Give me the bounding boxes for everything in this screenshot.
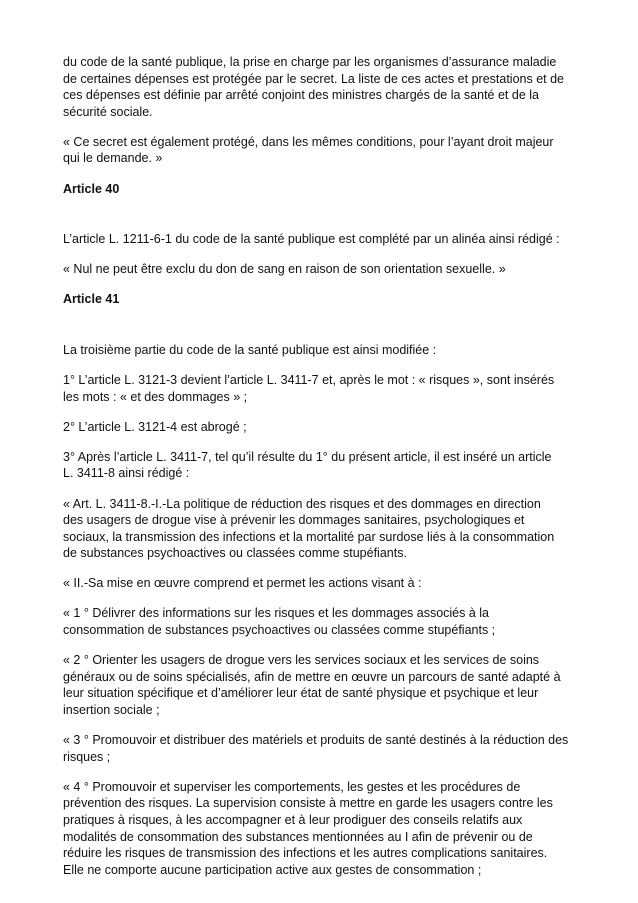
paragraph-article-41-intro: La troisième partie du code de la santé publique est ainsi modifiée : [63,342,437,357]
sub-item-4: « 4 ° Promouvoir et superviser les comportements, les gestes et les procédures de prévention des risques. La supervision consiste à mettre en garde les usagers contre les pratiques à risques, à les accompagner et à leur prodiguer des conseils relatifs aux modalités de consommation des substances mentionnées au I afin de prévenir ou de réduire les risques de transmission des infections et les autres complications sanitaires. Elle ne comporte aucune participation active aux gestes de consommation ; [63,779,553,877]
heading-article-41: Article 41 [63,292,120,307]
paragraph-secret-medical-expenses: du code de la santé publique, la prise en charge par les organismes d’assurance maladie de certaines dépenses est protégée par le secret. La liste de ces actes et prestations et de ces dépenses est définie par arrêté conjoint des ministres chargés de la santé et de la sécurité sociale. [63,55,564,119]
document-page [63,54,583,892]
sub-item-3: « 3 ° Promouvoir et distribuer des matériels et produits de santé destinés à la réduction des risques ; [63,733,569,764]
list-item-1: 1° L’article L. 3121-3 devient l’article L. 3411-7 et, après le mot : « risques », sont insérés les mots : « et des dommages » ; [63,373,555,404]
paragraph-secret-ayant-droit: « Ce secret est également protégé, dans les mêmes conditions, pour l’ayant droit majeur qui le demande. » [63,134,554,166]
list-item-2: 2° L’article L. 3121-4 est abrogé ; [63,419,247,434]
paragraph-art-l3411-8-ii: « II.-Sa mise en œuvre comprend et permet les actions visant à : [63,576,422,591]
sub-item-2: « 2 ° Orienter les usagers de drogue vers les services sociaux et les services de soins généraux ou de soins spécialisés, afin de mettre en œuvre un parcours de santé adapté à leur situation spécifique et d’améliorer leur état de santé physique et psychique et leur insertion sociale ; [63,653,561,717]
paragraph-art-l3411-8-i: « Art. L. 3411-8.-I.-La politique de réduction des risques et des dommages en direction des usagers de drogue vise à prévenir les dommages sanitaires, psychologiques et sociaux, la transmission des infections et la mortalité par surdose liés à la consommation de substances psychoactives ou classées comme stupéfiants. [63,496,555,561]
list-item-3: 3° Après l’article L. 3411-7, tel qu’il résulte du 1° du présent article, il est inséré un article L. 3411-8 ainsi rédigé : [63,449,552,481]
paragraph-article-40-intro: L’article L. 1211-6-1 du code de la santé publique est complété par un alinéa ainsi rédigé : [63,232,560,247]
sub-item-1: « 1 ° Délivrer des informations sur les risques et les dommages associés à la consommation de substances psychoactives ou classées comme stupéfiants ; [63,606,496,638]
paragraph-article-40-quote: « Nul ne peut être exclu du don de sang en raison de son orientation sexuelle. » [63,262,506,277]
heading-article-40: Article 40 [63,181,120,196]
